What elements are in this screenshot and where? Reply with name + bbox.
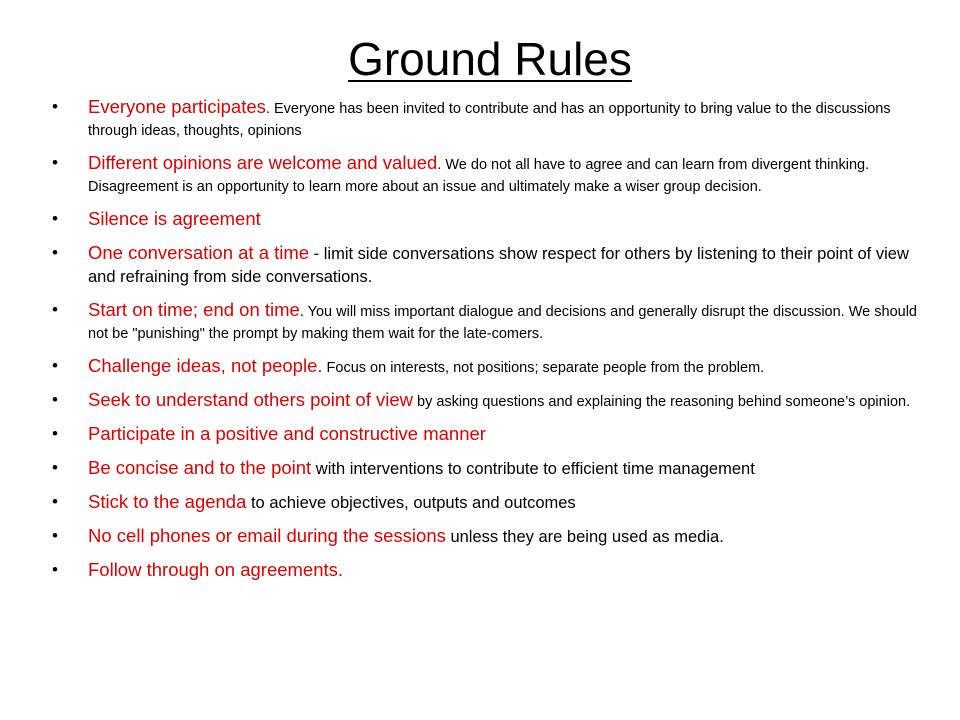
rule-lead: Challenge ideas, not people. <box>88 355 323 376</box>
rule-lead: Stick to the agenda <box>88 491 247 512</box>
rule-lead: Silence is agreement <box>88 208 261 229</box>
rule-lead: Start on time; end on time <box>88 299 300 320</box>
rule-detail: with interventions to contribute to efficient time management <box>311 460 755 478</box>
rule-lead: No cell phones or email during the sessions <box>88 525 446 546</box>
bullet-icon: • <box>52 560 58 579</box>
bullet-icon: • <box>52 492 58 511</box>
ground-rules-list <box>52 95 932 592</box>
rule-detail: . Everyone has been invited to contribute and has an opportunity to bring value to the discussions through ideas, thoughts, opinions <box>88 101 891 139</box>
bullet-icon: • <box>52 243 58 262</box>
bullet-icon: • <box>52 390 58 409</box>
slide-title: Ground Rules <box>348 33 632 85</box>
bullet-icon: • <box>52 424 58 443</box>
rule-lead: Different opinions are welcome and valued <box>88 152 438 173</box>
rule-item <box>52 422 932 447</box>
rule-lead: One conversation at a time <box>88 242 310 263</box>
rule-lead: Seek to understand others point of view <box>88 389 413 410</box>
rule-item <box>52 95 932 142</box>
rule-item <box>52 456 932 481</box>
rule-detail: Focus on interests, not positions; separate people from the problem. <box>322 360 765 376</box>
rule-detail: - limit side conversations show respect for others by listening to their point of view and refraining from side conversations. <box>88 245 909 286</box>
rule-item <box>52 151 932 198</box>
rule-item <box>52 241 932 289</box>
rule-lead: Be concise and to the point <box>88 457 312 478</box>
rule-lead: Everyone participates <box>88 96 266 117</box>
rule-lead: Participate in a positive and constructive manner <box>88 423 486 444</box>
rule-detail: by asking questions and explaining the reasoning behind someone’s opinion. <box>412 394 911 410</box>
rule-item <box>52 354 932 379</box>
rule-detail: . You will miss important dialogue and decisions and generally disrupt the discussion. We should not be "punishing" the prompt by making them wait for the late-comers. <box>88 304 917 342</box>
bullet-icon: • <box>52 300 58 319</box>
rule-item <box>52 207 932 232</box>
bullet-icon: • <box>52 209 58 228</box>
bullet-icon: • <box>52 526 58 545</box>
rule-lead: Follow through on agreements. <box>88 559 344 580</box>
rule-item <box>52 490 932 515</box>
bullet-icon: • <box>52 356 58 375</box>
bullet-icon: • <box>52 458 58 477</box>
rule-item <box>52 524 932 549</box>
rule-detail: unless they are being used as media. <box>445 528 724 546</box>
rule-item <box>52 298 932 345</box>
rule-item <box>52 388 932 413</box>
rule-item <box>52 558 932 583</box>
rule-detail: . We do not all have to agree and can learn from divergent thinking. Disagreement is an opportunity to learn more about an issue and ultimately make a wiser group decision. <box>88 157 870 195</box>
bullet-icon: • <box>52 97 58 116</box>
rule-detail: to achieve objectives, outputs and outcomes <box>246 494 576 512</box>
bullet-icon: • <box>52 153 58 172</box>
